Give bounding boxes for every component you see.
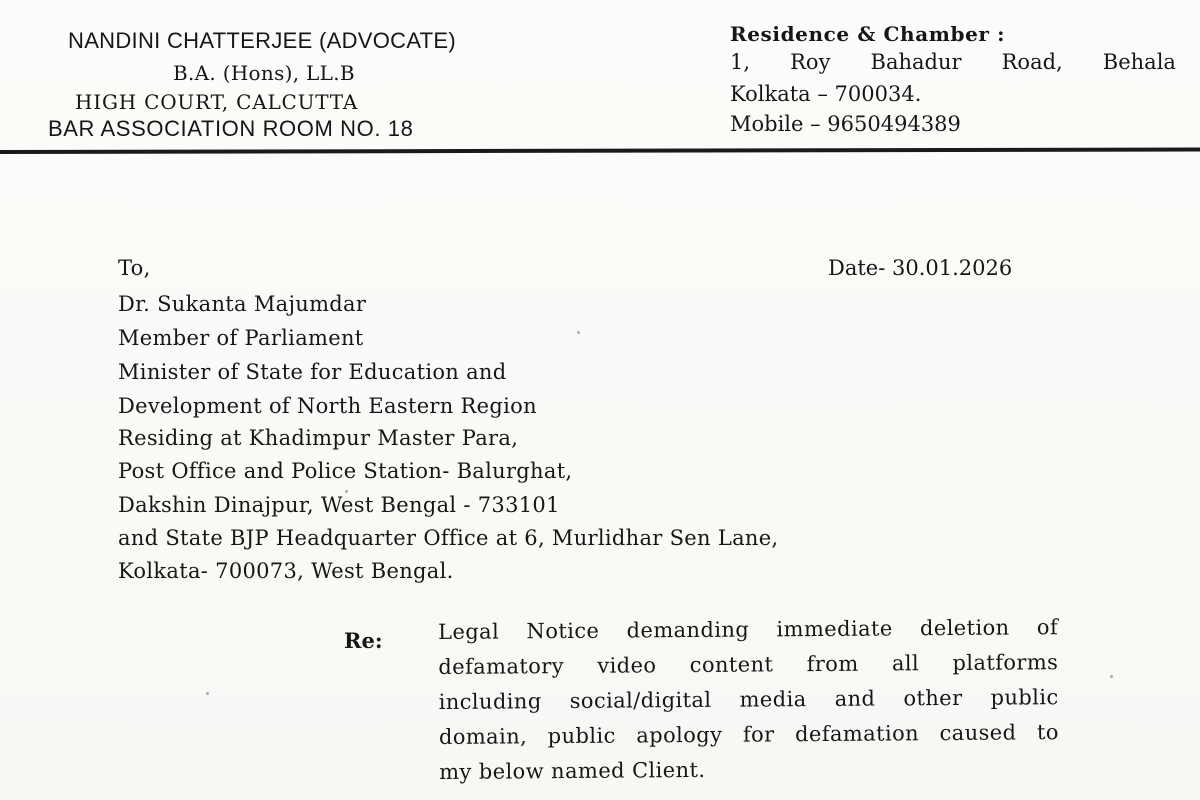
- chamber-heading: Residence & Chamber :: [730, 22, 1006, 46]
- subject-word: domain,: [438, 724, 528, 749]
- recipient-line: Dr. Sukanta Majumdar: [118, 292, 367, 316]
- chamber-address-word: Bahadur: [870, 50, 962, 74]
- subject-word: for: [742, 722, 775, 747]
- subject-word: platforms: [952, 650, 1059, 675]
- subject-word: caused: [939, 720, 1017, 746]
- subject-word: immediate: [776, 616, 893, 642]
- advocate-name: NANDINI CHATTERJEE (ADVOCATE): [68, 28, 457, 53]
- subject-word: including: [438, 689, 542, 714]
- subject-word: apology: [636, 722, 723, 748]
- recipient-line: Post Office and Police Station- Balurghat,: [118, 459, 573, 483]
- subject-word: Legal: [438, 619, 500, 644]
- paper-speck: [577, 331, 580, 334]
- subject-line: [439, 685, 1059, 714]
- paper-speck: [1110, 675, 1113, 678]
- subject-word: to: [1036, 720, 1059, 745]
- subject-body: [438, 615, 1059, 784]
- paper-speck: [206, 692, 209, 695]
- subject-word: social/digital: [569, 687, 712, 713]
- subject-word: defamation: [795, 721, 920, 747]
- recipient-line: Dakshin Dinajpur, West Bengal - 733101: [118, 493, 560, 517]
- chamber-mobile: Mobile – 9650494389: [730, 112, 961, 136]
- subject-word: Notice: [526, 618, 600, 644]
- advocate-degree: B.A. (Hons), LL.B: [173, 61, 355, 85]
- subject-word: deletion: [919, 615, 1010, 641]
- advocate-court: HIGH COURT, CALCUTTA: [75, 90, 359, 114]
- subject-word: and: [834, 686, 876, 711]
- salutation: To,: [118, 256, 151, 280]
- recipient-line: Member of Parliament: [118, 326, 364, 350]
- subject-word: all: [891, 651, 920, 676]
- chamber-address-word: Roy: [790, 50, 831, 74]
- subject-word: other: [903, 685, 963, 711]
- chamber-city: Kolkata – 700034.: [730, 82, 922, 106]
- bar-association-room: BAR ASSOCIATION ROOM NO. 18: [48, 116, 414, 141]
- recipient-line: Development of North Eastern Region: [118, 394, 537, 418]
- recipient-line: Kolkata- 700073, West Bengal.: [118, 559, 454, 583]
- subject-label: Re:: [344, 628, 383, 653]
- subject-line: [439, 720, 1059, 749]
- subject-word: video: [597, 653, 657, 678]
- recipient-line: and State BJP Headquarter Office at 6, Murlidhar Sen Lane,: [118, 526, 779, 550]
- subject-word: public: [547, 723, 616, 749]
- subject-line: [439, 755, 1059, 784]
- chamber-address-word: Behala: [1102, 50, 1176, 74]
- subject-word: of: [1036, 615, 1059, 640]
- recipient-line: Minister of State for Education and: [118, 360, 507, 384]
- recipient-line: Residing at Khadimpur Master Para,: [118, 426, 519, 450]
- subject-word: from: [806, 651, 859, 677]
- subject-line: [438, 650, 1058, 679]
- chamber-address: [730, 50, 1176, 74]
- notice-date: Date- 30.01.2026: [828, 256, 1013, 280]
- subject-word: defamatory: [438, 654, 565, 679]
- chamber-address-word: 1,: [730, 50, 751, 74]
- subject-word: public: [990, 685, 1059, 710]
- subject-word: my below named Client.: [439, 757, 706, 784]
- subject-word: media: [739, 687, 807, 712]
- chamber-address-word: Road,: [1001, 50, 1063, 74]
- letterhead-divider: [0, 147, 1200, 154]
- subject-word: demanding: [626, 617, 750, 643]
- subject-word: content: [689, 652, 774, 678]
- subject-line: [438, 615, 1058, 644]
- paper-speck: [345, 490, 348, 493]
